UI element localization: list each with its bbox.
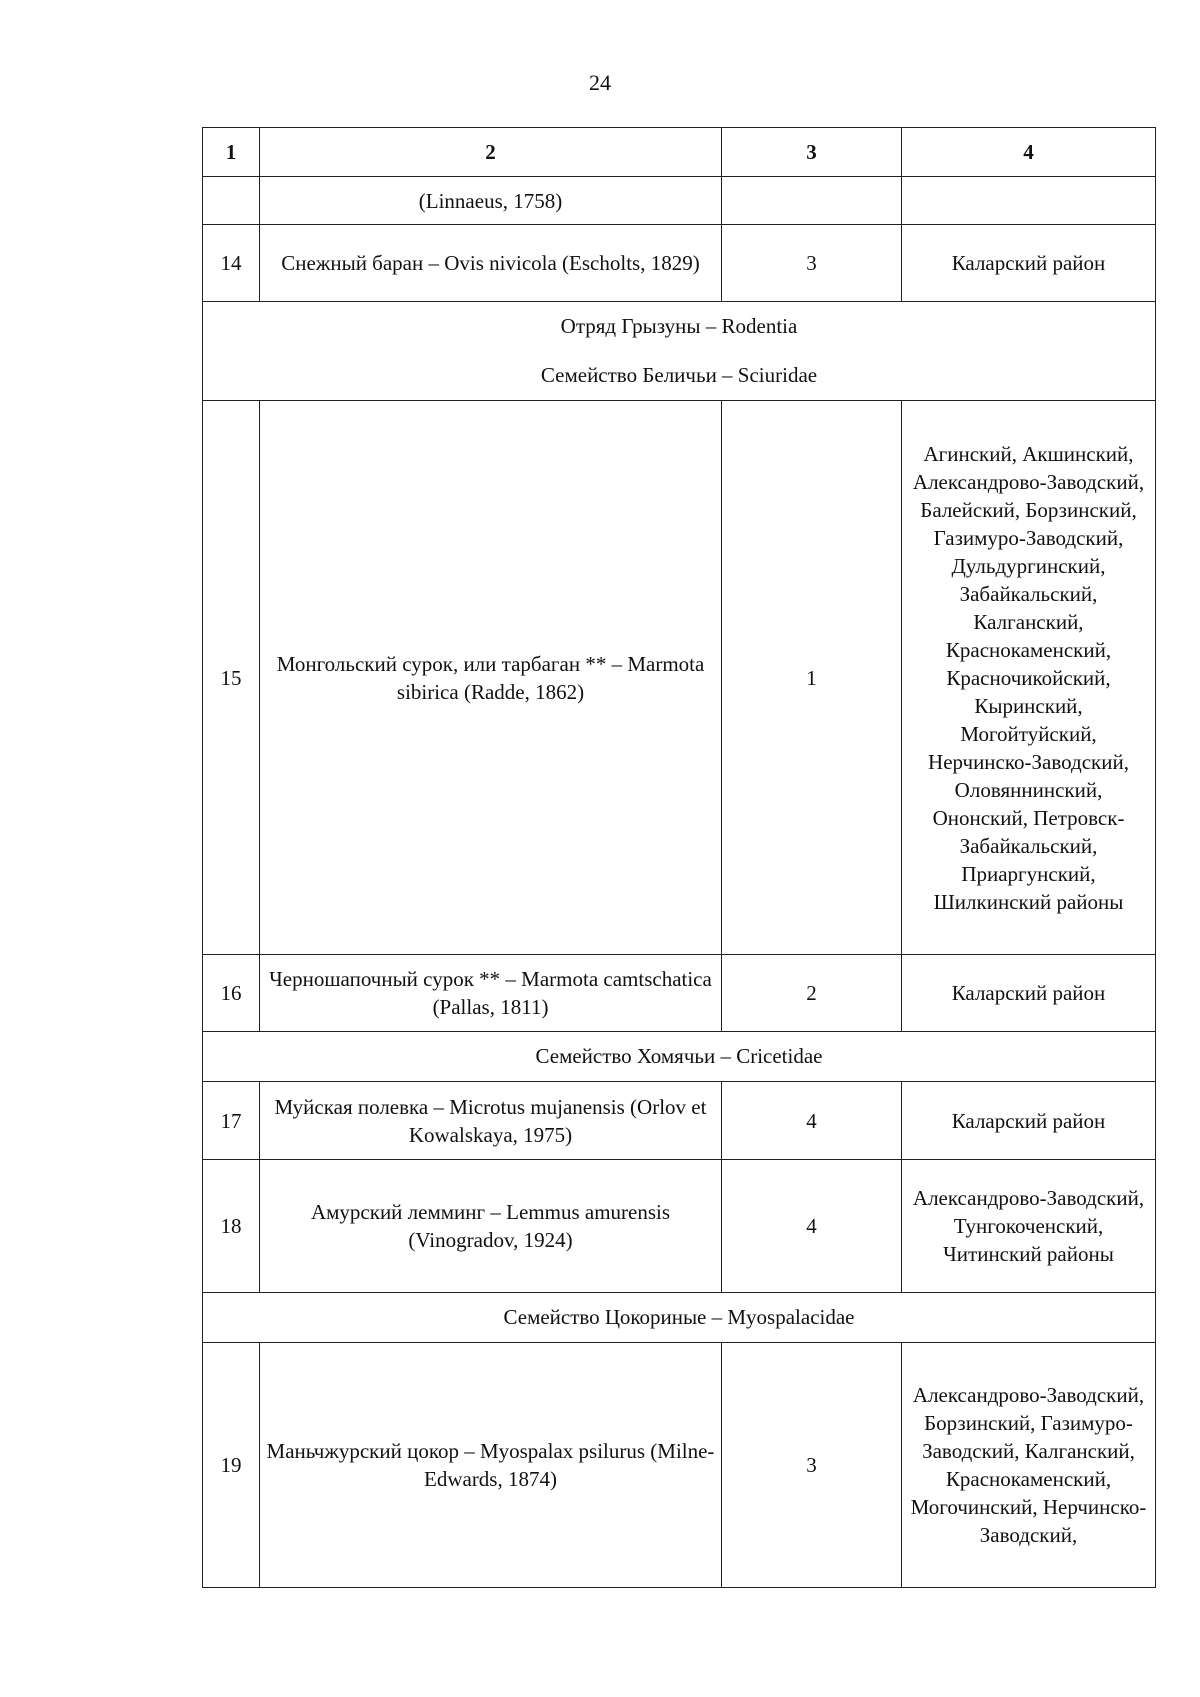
- order-heading: Отряд Грызуны – Rodentia: [560, 314, 798, 338]
- row-range: Александрово-Заводский, Борзинский, Газимуро-Заводский, Калганский, Краснокаменский, Могочинский, Нерчинско-Заводский,: [902, 1343, 1156, 1588]
- row-range: Каларский район: [902, 955, 1156, 1032]
- header-cell-number: 1: [203, 128, 260, 177]
- row-number: 16: [203, 955, 260, 1032]
- header-cell-category: 3: [722, 128, 902, 177]
- row-species-name: Снежный баран – Ovis nivicola (Escholts, 1829): [260, 225, 722, 302]
- section-row: [203, 1293, 1156, 1343]
- page-number: 24: [589, 70, 611, 95]
- row-category: [722, 177, 902, 225]
- species-table: [202, 127, 1156, 1588]
- row-number: [203, 177, 260, 225]
- row-range: Каларский район: [902, 1082, 1156, 1160]
- header-cell-range: 4: [902, 128, 1156, 177]
- section-heading: [203, 302, 1156, 401]
- row-species-name: Черношапочный сурок ** – Marmota camtschatica (Pallas, 1811): [260, 955, 722, 1032]
- section-heading: [203, 1032, 1156, 1082]
- row-category: 3: [722, 1343, 902, 1588]
- row-range: Агинский, Акшинский, Александрово-Заводский, Балейский, Борзинский, Газимуро-Заводский, Дульдургинский, Забайкальский, Калганский, Краснокаменский, Красночикойский, Кыринский, Могойтуйский, Нерчинско-Заводский, Оловяннинский, Ононский, Петровск-Забайкальский, Приаргунский, Шилкинский районы: [902, 401, 1156, 955]
- row-species-name: Амурский лемминг – Lemmus amurensis (Vinogradov, 1924): [260, 1160, 722, 1293]
- row-category: 4: [722, 1082, 902, 1160]
- table-row: [203, 1343, 1156, 1588]
- section-row: [203, 1032, 1156, 1082]
- family-heading: Семейство Цокориные – Myospalacidae: [503, 1305, 855, 1329]
- row-range: Александрово-Заводский, Тунгокоченский, Читинский районы: [902, 1160, 1156, 1293]
- row-range: Каларский район: [902, 225, 1156, 302]
- row-number: 14: [203, 225, 260, 302]
- section-row: [203, 302, 1156, 401]
- table-row: [203, 401, 1156, 955]
- family-heading: Семейство Беличьи – Sciuridae: [540, 363, 818, 387]
- row-category: 3: [722, 225, 902, 302]
- row-range: [902, 177, 1156, 225]
- section-heading: [203, 1293, 1156, 1343]
- header-cell-name: 2: [260, 128, 722, 177]
- table-header-row: [203, 128, 1156, 177]
- row-category: 4: [722, 1160, 902, 1293]
- row-species-name: Маньчжурский цокор – Myospalax psilurus (Milne-Edwards, 1874): [260, 1343, 722, 1588]
- row-number: 18: [203, 1160, 260, 1293]
- row-number: 15: [203, 401, 260, 955]
- row-species-name: Монгольский сурок, или тарбаган ** – Marmota sibirica (Radde, 1862): [260, 401, 722, 955]
- table-row: [203, 955, 1156, 1032]
- row-species-name: Муйская полевка – Microtus mujanensis (Orlov et Kowalskaya, 1975): [260, 1082, 722, 1160]
- row-number: 19: [203, 1343, 260, 1588]
- family-heading: Семейство Хомячьи – Cricetidae: [535, 1044, 823, 1068]
- table-row: [203, 1082, 1156, 1160]
- table-row: [203, 1160, 1156, 1293]
- table-row: [203, 225, 1156, 302]
- table-row: [203, 177, 1156, 225]
- row-category: 1: [722, 401, 902, 955]
- row-species-name: (Linnaeus, 1758): [260, 177, 722, 225]
- row-number: 17: [203, 1082, 260, 1160]
- row-category: 2: [722, 955, 902, 1032]
